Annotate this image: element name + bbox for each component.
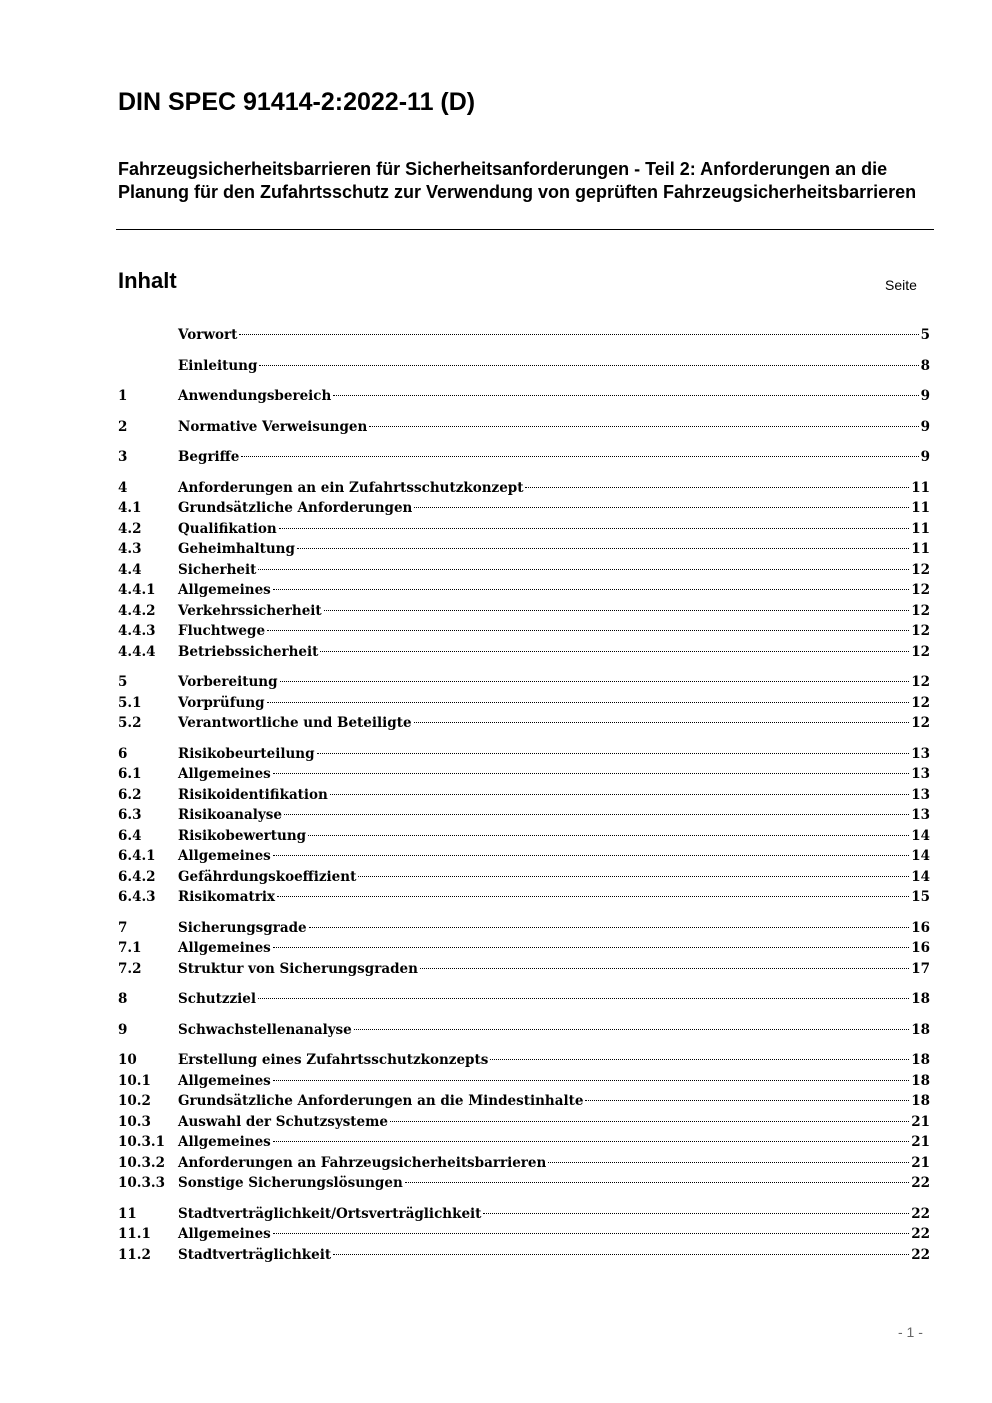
toc-entry-label: Allgemeines	[178, 1072, 271, 1089]
toc-dot-leader	[414, 722, 910, 723]
toc-entry[interactable]	[118, 1245, 930, 1266]
toc-entry[interactable]	[118, 713, 930, 734]
toc-entry-page: 13	[911, 766, 930, 782]
document-title: DIN SPEC 91414-2:2022-11 (D)	[118, 88, 476, 116]
toc-dot-leader	[358, 876, 909, 877]
toc-entry-label: Sicherungsgrade	[178, 919, 307, 936]
page-number: - 1 -	[898, 1324, 923, 1340]
toc-entry-number: 11.1	[118, 1226, 151, 1242]
toc-entry-label: Vorwort	[178, 327, 238, 343]
toc-entry-label: Schutzziel	[178, 991, 257, 1007]
toc-entry-number: 4	[118, 479, 128, 496]
toc-entry-page: 13	[911, 745, 930, 762]
toc-entry-number: 6.4.3	[118, 889, 156, 905]
toc-entry-label: Risikoidentifikation	[178, 786, 328, 803]
toc-entry-page: 22	[911, 1246, 930, 1263]
toc-dot-leader	[277, 896, 909, 897]
toc-entry-page: 12	[911, 602, 930, 619]
toc-entry-label: Anwendungsbereich	[178, 388, 332, 404]
toc-entry-number: 10.2	[118, 1093, 151, 1109]
toc-dot-leader	[585, 1100, 909, 1101]
toc-entry-label: Vorprüfung	[178, 694, 265, 711]
toc-entry-number: 2	[118, 418, 128, 435]
toc-dot-leader	[324, 610, 910, 611]
toc-entry-number: 4.4.2	[118, 602, 156, 619]
toc-entry-label: Risikomatrix	[178, 889, 275, 905]
toc-entry-number: 8	[118, 991, 128, 1007]
toc-entry-number: 7.2	[118, 960, 142, 977]
toc-entry-page: 11	[911, 541, 930, 557]
toc-dot-leader	[369, 426, 918, 427]
toc-dot-leader	[273, 773, 909, 774]
toc-entry-number: 3	[118, 449, 128, 465]
toc-entry-label: Risikobeurteilung	[178, 745, 315, 762]
toc-entry-page: 11	[911, 520, 930, 537]
toc-entry[interactable]	[118, 356, 930, 377]
toc-entry[interactable]	[118, 1224, 930, 1245]
toc-entry-label: Allgemeines	[178, 582, 271, 598]
toc-entry-label: Betriebssicherheit	[178, 643, 319, 660]
toc-entry[interactable]	[118, 1071, 930, 1092]
toc-entry[interactable]	[118, 447, 930, 468]
toc-entry-page: 11	[911, 500, 930, 516]
toc-entry[interactable]	[118, 826, 930, 847]
toc-entry-number: 11.2	[118, 1246, 151, 1263]
toc-entry-label: Allgemeines	[178, 848, 271, 864]
toc-dot-leader	[279, 528, 910, 529]
toc-entry-page: 21	[911, 1113, 930, 1130]
toc-entry[interactable]	[118, 1153, 930, 1174]
toc-entry-number: 6.4	[118, 827, 142, 844]
toc-entry-number: 7	[118, 919, 128, 936]
toc-dot-leader	[333, 395, 918, 396]
toc-dot-leader	[273, 1141, 909, 1142]
toc-entry-number: 6.3	[118, 807, 142, 823]
toc-entry[interactable]	[118, 785, 930, 806]
toc-entry-number: 10.3.2	[118, 1154, 165, 1171]
toc-entry-number: 10.3.1	[118, 1134, 165, 1150]
toc-entry[interactable]	[118, 1020, 930, 1041]
toc-entry-number: 4.3	[118, 541, 142, 557]
toc-entry-page: 18	[911, 1052, 930, 1068]
toc-entry-page: 11	[911, 479, 930, 496]
toc-entry[interactable]	[118, 560, 930, 581]
toc-entry-page: 22	[911, 1205, 930, 1222]
toc-entry-page: 12	[911, 715, 930, 731]
toc-entry[interactable]	[118, 498, 930, 519]
toc-entry-number: 4.2	[118, 520, 142, 537]
toc-entry-label: Stadtverträglichkeit	[178, 1246, 332, 1263]
toc-entry-page: 12	[911, 561, 930, 578]
toc-entry-page: 9	[920, 418, 930, 435]
toc-entry-page: 21	[911, 1134, 930, 1150]
toc-entry-page: 12	[911, 674, 930, 690]
toc-entry-label: Risikoanalyse	[178, 807, 282, 823]
toc-entry[interactable]	[118, 1112, 930, 1133]
toc-entry[interactable]	[118, 621, 930, 642]
toc-dot-leader	[308, 835, 909, 836]
toc-entry[interactable]	[118, 764, 930, 785]
toc-entry-number: 6.1	[118, 766, 142, 782]
toc-entry-number: 9	[118, 1021, 128, 1038]
toc-entry-label: Grundsätzliche Anforderungen	[178, 500, 413, 516]
toc-entry-label: Einleitung	[178, 357, 258, 374]
toc-entry-label: Stadtverträglichkeit/Ortsverträglichkeit	[178, 1205, 482, 1222]
toc-entry-page: 16	[911, 940, 930, 956]
toc-dot-leader	[320, 651, 909, 652]
toc-entry[interactable]	[118, 672, 930, 693]
toc-entry-page: 9	[920, 449, 930, 465]
toc-entry[interactable]	[118, 959, 930, 980]
toc-entry-label: Allgemeines	[178, 1134, 271, 1150]
toc-entry[interactable]	[118, 693, 930, 714]
toc-dot-leader	[414, 507, 909, 508]
toc-entry-page: 9	[920, 388, 930, 404]
toc-dot-leader	[267, 630, 909, 631]
toc-entry-number: 4.4.4	[118, 643, 156, 660]
toc-entry-page: 12	[911, 694, 930, 711]
toc-entry-label: Struktur von Sicherungsgraden	[178, 960, 418, 977]
toc-dot-leader	[273, 589, 909, 590]
toc-dot-leader	[483, 1213, 909, 1214]
toc-entry-label: Erstellung eines Zufahrtsschutzkonzepts	[178, 1052, 489, 1068]
toc-dot-leader	[284, 814, 909, 815]
toc-entry-page: 13	[911, 786, 930, 803]
toc-entry-page: 15	[911, 889, 930, 905]
toc-dot-leader	[317, 753, 910, 754]
toc-dot-leader	[548, 1162, 909, 1163]
toc-dot-leader	[390, 1121, 909, 1122]
toc-entry[interactable]	[118, 1050, 930, 1071]
toc-dot-leader	[273, 947, 909, 948]
toc-entry-page: 5	[920, 327, 930, 343]
toc-dot-leader	[267, 702, 910, 703]
toc-entry[interactable]	[118, 744, 930, 765]
toc-entry-label: Sicherheit	[178, 561, 257, 578]
toc-entry-number: 4.1	[118, 500, 142, 516]
toc-dot-leader	[273, 1080, 909, 1081]
toc-entry[interactable]	[118, 325, 930, 346]
toc-dot-leader	[330, 794, 909, 795]
toc-entry-page: 14	[911, 868, 930, 885]
toc-entry-label: Verkehrssicherheit	[178, 602, 322, 619]
toc-entry[interactable]	[118, 1204, 930, 1225]
toc-entry-number: 5.2	[118, 715, 142, 731]
toc-entry-label: Anforderungen an Fahrzeugsicherheitsbarrieren	[178, 1154, 547, 1171]
toc-dot-leader	[273, 1233, 909, 1234]
toc-entry-number: 10.3	[118, 1113, 151, 1130]
toc-entry-page: 12	[911, 623, 930, 639]
toc-entry-page: 22	[911, 1175, 930, 1191]
toc-entry-number: 4.4.3	[118, 623, 156, 639]
toc-entry-page: 22	[911, 1226, 930, 1242]
toc-dot-leader	[273, 855, 909, 856]
toc-entry-label: Schwachstellenanalyse	[178, 1021, 352, 1038]
toc-entry-number: 10.3.3	[118, 1175, 165, 1191]
toc-entry-page: 18	[911, 1072, 930, 1089]
toc-entry-label: Fluchtwege	[178, 623, 266, 639]
toc-entry-label: Auswahl der Schutzsysteme	[178, 1113, 388, 1130]
toc-dot-leader	[239, 334, 918, 335]
toc-entry-label: Verantwortliche und Beteiligte	[178, 715, 412, 731]
toc-entry-number: 6.2	[118, 786, 142, 803]
toc-dot-leader	[297, 548, 909, 549]
toc-entry[interactable]	[118, 601, 930, 622]
document-subtitle: Fahrzeugsicherheitsbarrieren für Sicherheitsanforderungen - Teil 2: Anforderungen an die Planung für den Zufahrtsschutz zur Verwendung von geprüften Fahrzeugsicherheitsbarrieren	[118, 159, 917, 202]
toc-entry-number: 6	[118, 745, 128, 762]
toc-entry-label: Vorbereitung	[178, 674, 278, 690]
toc-entry[interactable]	[118, 417, 930, 438]
toc-entry-page: 14	[911, 848, 930, 864]
toc-entry-label: Allgemeines	[178, 1226, 271, 1242]
toc-dot-leader	[309, 927, 910, 928]
toc-dot-leader	[333, 1254, 909, 1255]
toc-entry-page: 12	[911, 643, 930, 660]
toc-entry-label: Risikobewertung	[178, 827, 307, 844]
toc-entry-label: Geheimhaltung	[178, 541, 295, 557]
toc-entry-label: Allgemeines	[178, 766, 271, 782]
toc-entry-number: 6.4.1	[118, 848, 156, 864]
toc-entry[interactable]	[118, 938, 930, 959]
toc-dot-leader	[280, 681, 910, 682]
toc-dot-leader	[420, 968, 909, 969]
toc-entry-number: 5	[118, 674, 128, 690]
toc-entry-label: Allgemeines	[178, 940, 271, 956]
toc-entry-number: 10.1	[118, 1072, 151, 1089]
toc-entry-label: Anforderungen an ein Zufahrtsschutzkonzept	[178, 479, 524, 496]
toc-entry[interactable]	[118, 1091, 930, 1112]
toc-dot-leader	[490, 1059, 909, 1060]
toc-entry-number: 1	[118, 388, 128, 404]
toc-entry-label: Qualifikation	[178, 520, 277, 537]
toc-heading: Inhalt	[118, 268, 177, 293]
toc-dot-leader	[258, 998, 909, 999]
toc-entry-number: 4.4.1	[118, 582, 156, 598]
toc-entry[interactable]	[118, 580, 930, 601]
toc-entry-label: Sonstige Sicherungslösungen	[178, 1175, 403, 1191]
toc-entry[interactable]	[118, 1173, 930, 1194]
toc-entry-number: 6.4.2	[118, 868, 156, 885]
toc-entry-page: 17	[911, 960, 930, 977]
toc-dot-leader	[525, 487, 909, 488]
toc-entry-number: 4.4	[118, 561, 142, 578]
toc-entry-page: 21	[911, 1154, 930, 1171]
toc-dot-leader	[258, 569, 909, 570]
toc-dot-leader	[405, 1182, 909, 1183]
toc-entry-number: 5.1	[118, 694, 142, 711]
toc-entry-page: 8	[920, 357, 930, 374]
toc-entry-number: 10	[118, 1052, 137, 1068]
toc-entry-page: 18	[911, 1021, 930, 1038]
toc-entry-page: 18	[911, 1093, 930, 1109]
toc-entry[interactable]	[118, 989, 930, 1010]
toc-entry[interactable]	[118, 846, 930, 867]
toc-entry-page: 14	[911, 827, 930, 844]
toc-entry-label: Grundsätzliche Anforderungen an die Mindestinhalte	[178, 1093, 584, 1109]
toc-entry[interactable]	[118, 1132, 930, 1153]
toc-dot-leader	[241, 456, 918, 457]
title-divider	[116, 229, 934, 230]
toc-entry-page: 13	[911, 807, 930, 823]
toc-entry[interactable]	[118, 642, 930, 663]
toc-entry-label: Normative Verweisungen	[178, 418, 368, 435]
toc-entry[interactable]	[118, 386, 930, 407]
page-column-label: Seite	[885, 277, 917, 293]
toc-entry[interactable]	[118, 887, 930, 908]
toc-dot-leader	[354, 1029, 909, 1030]
toc-entry[interactable]	[118, 805, 930, 826]
toc-entry-page: 16	[911, 919, 930, 936]
toc-entry-label: Begriffe	[178, 449, 240, 465]
toc-entry-page: 18	[911, 991, 930, 1007]
toc-dot-leader	[259, 365, 918, 366]
toc-entry-number: 11	[118, 1205, 137, 1222]
toc-entry[interactable]	[118, 867, 930, 888]
toc-entry[interactable]	[118, 539, 930, 560]
toc-entry[interactable]	[118, 519, 930, 540]
toc-entry-page: 12	[911, 582, 930, 598]
toc-entry[interactable]	[118, 918, 930, 939]
toc-entry-label: Gefährdungskoeffizient	[178, 868, 357, 885]
table-of-contents	[118, 325, 930, 1265]
toc-entry[interactable]	[118, 478, 930, 499]
toc-entry-number: 7.1	[118, 940, 142, 956]
